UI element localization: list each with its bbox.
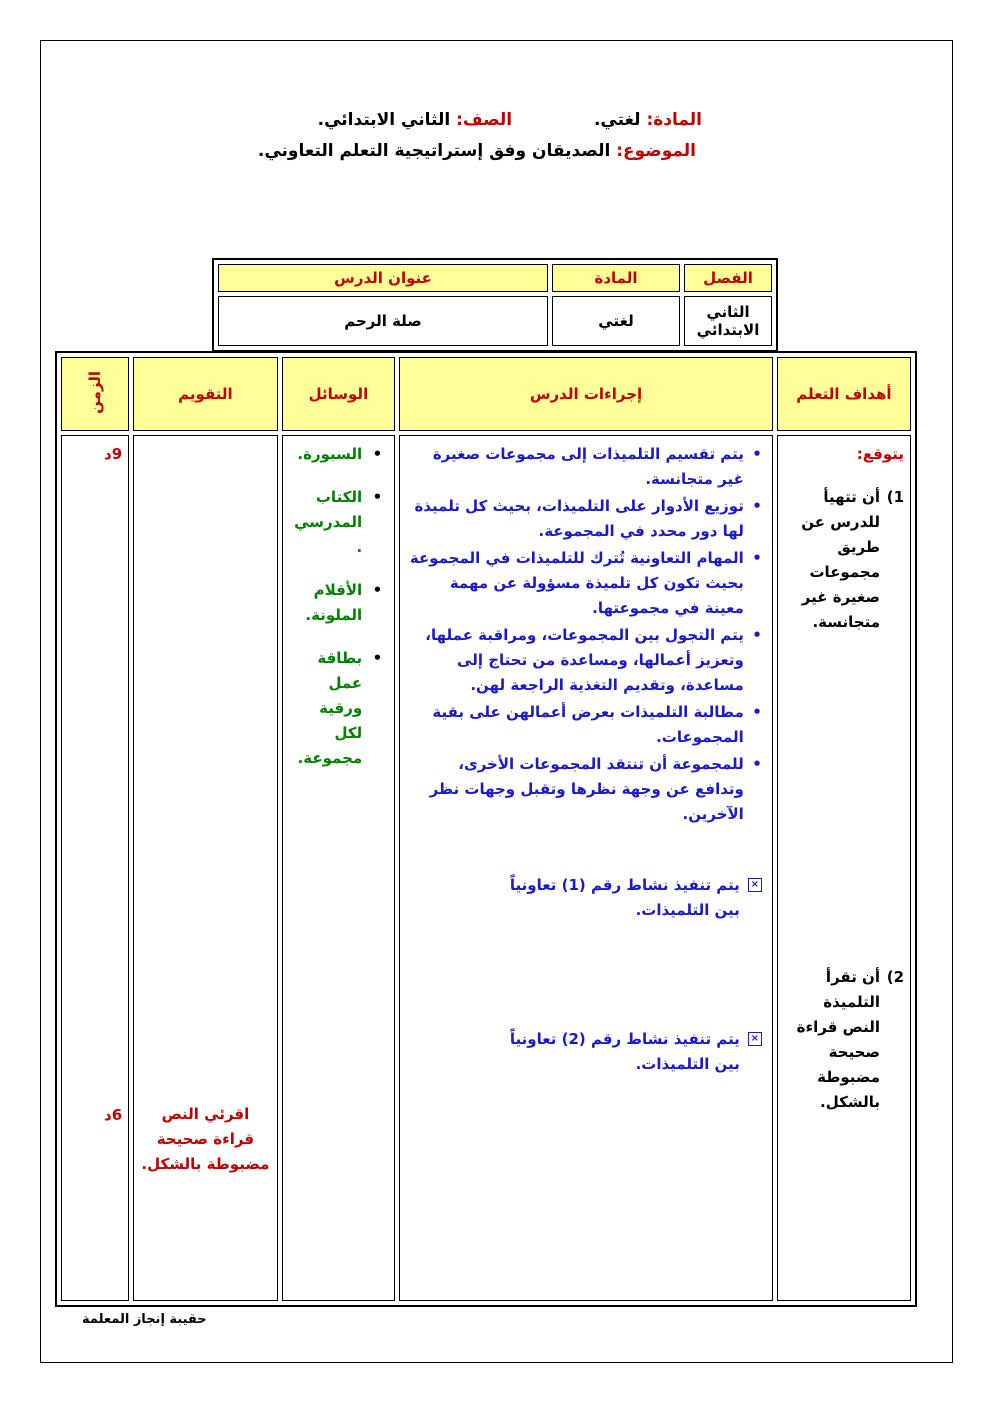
activity-item — [480, 873, 766, 923]
goals-title: يتوقع: — [856, 445, 904, 463]
goal-item — [784, 485, 904, 635]
procedure-item: • المهام التعاونية تُترك للتلميذات في المجموعة بحيث تكون كل تلميذة مسؤولة عن مهمة معينة في مجموعتها. — [406, 546, 766, 621]
goal-number: 1) — [886, 488, 904, 506]
activity-item — [480, 1027, 766, 1077]
lesson-info-table — [212, 258, 778, 352]
procedure-item: • يتم تقسيم التلميذات إلى مجموعات صغيرة غير متجانسة. — [406, 442, 766, 492]
time-value: 9د — [104, 445, 123, 463]
time-cell — [61, 435, 129, 1301]
evaluation-text: اقرئي النص قراءة صحيحة مضبوطة بالشكل. — [141, 1105, 270, 1173]
subject-label: المادة: — [646, 110, 702, 130]
subject-grade-line — [318, 110, 702, 130]
header-evaluation: التقويم — [133, 357, 278, 431]
procedure-item: • توزيع الأدوار على التلميذات، بحيث كل تلميذة لها دور محدد في المجموعة. — [406, 494, 766, 544]
goal-text: أن تقرأ التلميذة النص قراءة صحيحة مضبوطة بالشكل. — [796, 968, 880, 1111]
procedure-item: • يتم التجول بين المجموعات، ومراقبة عملها، وتعزيز أعمالها، ومساعدة من تحتاج إلى مساعدة، وتقديم التغذية الراجعة لهن. — [406, 623, 766, 698]
info-header-lesson-title: عنوان الدرس — [218, 264, 548, 292]
goal-number: 2) — [886, 968, 904, 986]
goals-cell — [777, 435, 911, 1301]
info-value-subject: لغتي — [552, 296, 680, 346]
footer-text: حقيبة إنجاز المعلمة — [82, 1312, 207, 1327]
activity-text: يتم تنفيذ نشاط رقم (2) تعاونياً بين التلميذات. — [509, 1030, 740, 1073]
tools-cell — [282, 435, 396, 1301]
info-header-subject: المادة — [552, 264, 680, 292]
header-time — [61, 357, 129, 431]
info-value-lesson-title: صلة الرحم — [218, 296, 548, 346]
topic-label: الموضوع: — [616, 141, 696, 161]
lesson-plan-table — [55, 351, 917, 1307]
tool-item: • الأقلام الملونة. — [289, 578, 389, 628]
goal-text: أن تتهيأ للدرس عن طريق مجموعات صغيرة غير متجانسة. — [801, 488, 880, 631]
grade-value: الثاني الابتدائي. — [317, 110, 451, 130]
time-value: 6د — [104, 1106, 123, 1124]
subject-value: لغتي. — [593, 110, 641, 130]
info-header-grade: الفصل — [684, 264, 772, 292]
tool-item: • بطاقة عمل ورقية لكل مجموعة. — [289, 646, 389, 771]
checkbox-icon: × — [748, 878, 762, 892]
tool-item: • السبورة. — [289, 442, 389, 467]
procedure-item: • مطالبة التلميذات بعرض أعمالهن على بقية المجموعات. — [406, 700, 766, 750]
procedures-cell — [399, 435, 773, 1301]
goal-item — [784, 965, 904, 1115]
procedure-item: • للمجموعة أن تنتقد المجموعات الأخرى، وتدافع عن وجهة نظرها وتقبل وجهات نظر الآخرين. — [406, 752, 766, 827]
checkbox-icon: × — [748, 1032, 762, 1046]
info-value-grade: الثاني الابتدائي — [684, 296, 772, 346]
tool-item: • الكتاب المدرسي . — [289, 485, 389, 560]
activity-text: يتم تنفيذ نشاط رقم (1) تعاونياً بين التلميذات. — [509, 876, 740, 919]
header-procedures: إجراءات الدرس — [399, 357, 773, 431]
tools-list — [289, 442, 389, 771]
header-time-text: الزمن — [86, 370, 105, 414]
evaluation-cell — [133, 435, 278, 1301]
procedures-list — [406, 442, 766, 827]
header-tools: الوسائل — [282, 357, 396, 431]
header-goals: أهداف التعلم — [777, 357, 911, 431]
grade-label: الصف: — [456, 110, 513, 130]
topic-value: الصديقان وفق إستراتيجية التعلم التعاوني. — [257, 141, 611, 161]
topic-line — [258, 141, 696, 161]
